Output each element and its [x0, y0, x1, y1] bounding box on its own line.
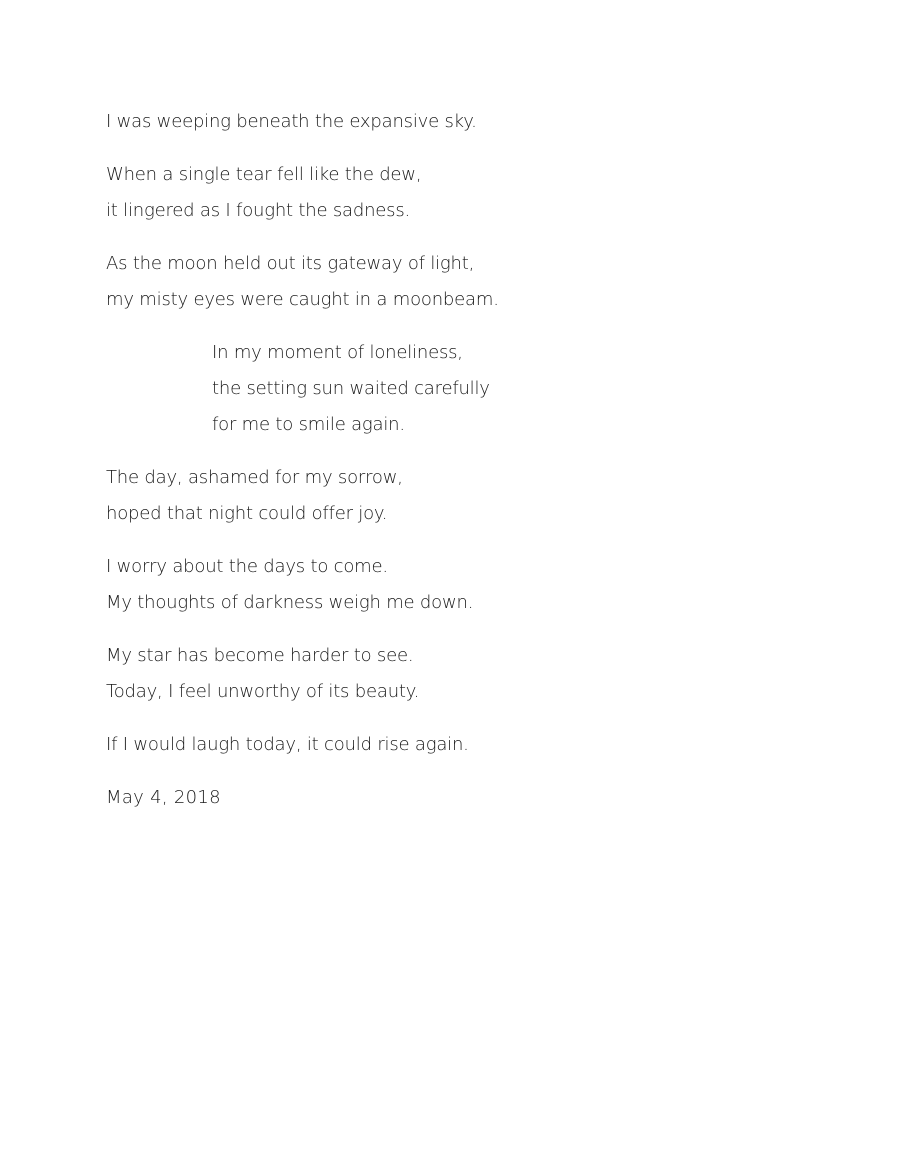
stanza-2 [106, 157, 806, 229]
poem-line: I was weeping beneath the expansive sky. [106, 111, 477, 132]
stanza-5 [106, 460, 806, 532]
poem-line: When a single tear fell like the dew, [106, 164, 422, 185]
poem-line: my misty eyes were caught in a moonbeam. [106, 289, 499, 310]
poem-line: I worry about the days to come. [106, 556, 388, 577]
poem-line: it lingered as I fought the sadness. [106, 200, 411, 221]
poem-line: Today, I feel unworthy of its beauty. [106, 681, 420, 702]
poem-line: the setting sun waited carefully [212, 378, 490, 399]
poem-line: My thoughts of darkness weigh me down. [106, 592, 474, 613]
stanza-4-indented [106, 335, 806, 443]
stanza-6 [106, 549, 806, 621]
poem-line: My star has become harder to see. [106, 645, 414, 666]
poem-line: In my moment of loneliness, [212, 342, 463, 363]
stanza-3 [106, 246, 806, 318]
poem-date: May 4, 2018 [106, 787, 221, 808]
stanza-1 [106, 104, 806, 140]
stanza-8 [106, 727, 806, 763]
poem-line: hoped that night could offer joy. [106, 503, 388, 524]
poem-line: for me to smile again. [212, 414, 405, 435]
stanza-7 [106, 638, 806, 710]
poem-line: The day, ashamed for my sorrow, [106, 467, 403, 488]
poem-line: If I would laugh today, it could rise again. [106, 734, 469, 755]
poem-line: As the moon held out its gateway of light, [106, 253, 475, 274]
date-block [106, 780, 806, 816]
poem [106, 104, 806, 833]
